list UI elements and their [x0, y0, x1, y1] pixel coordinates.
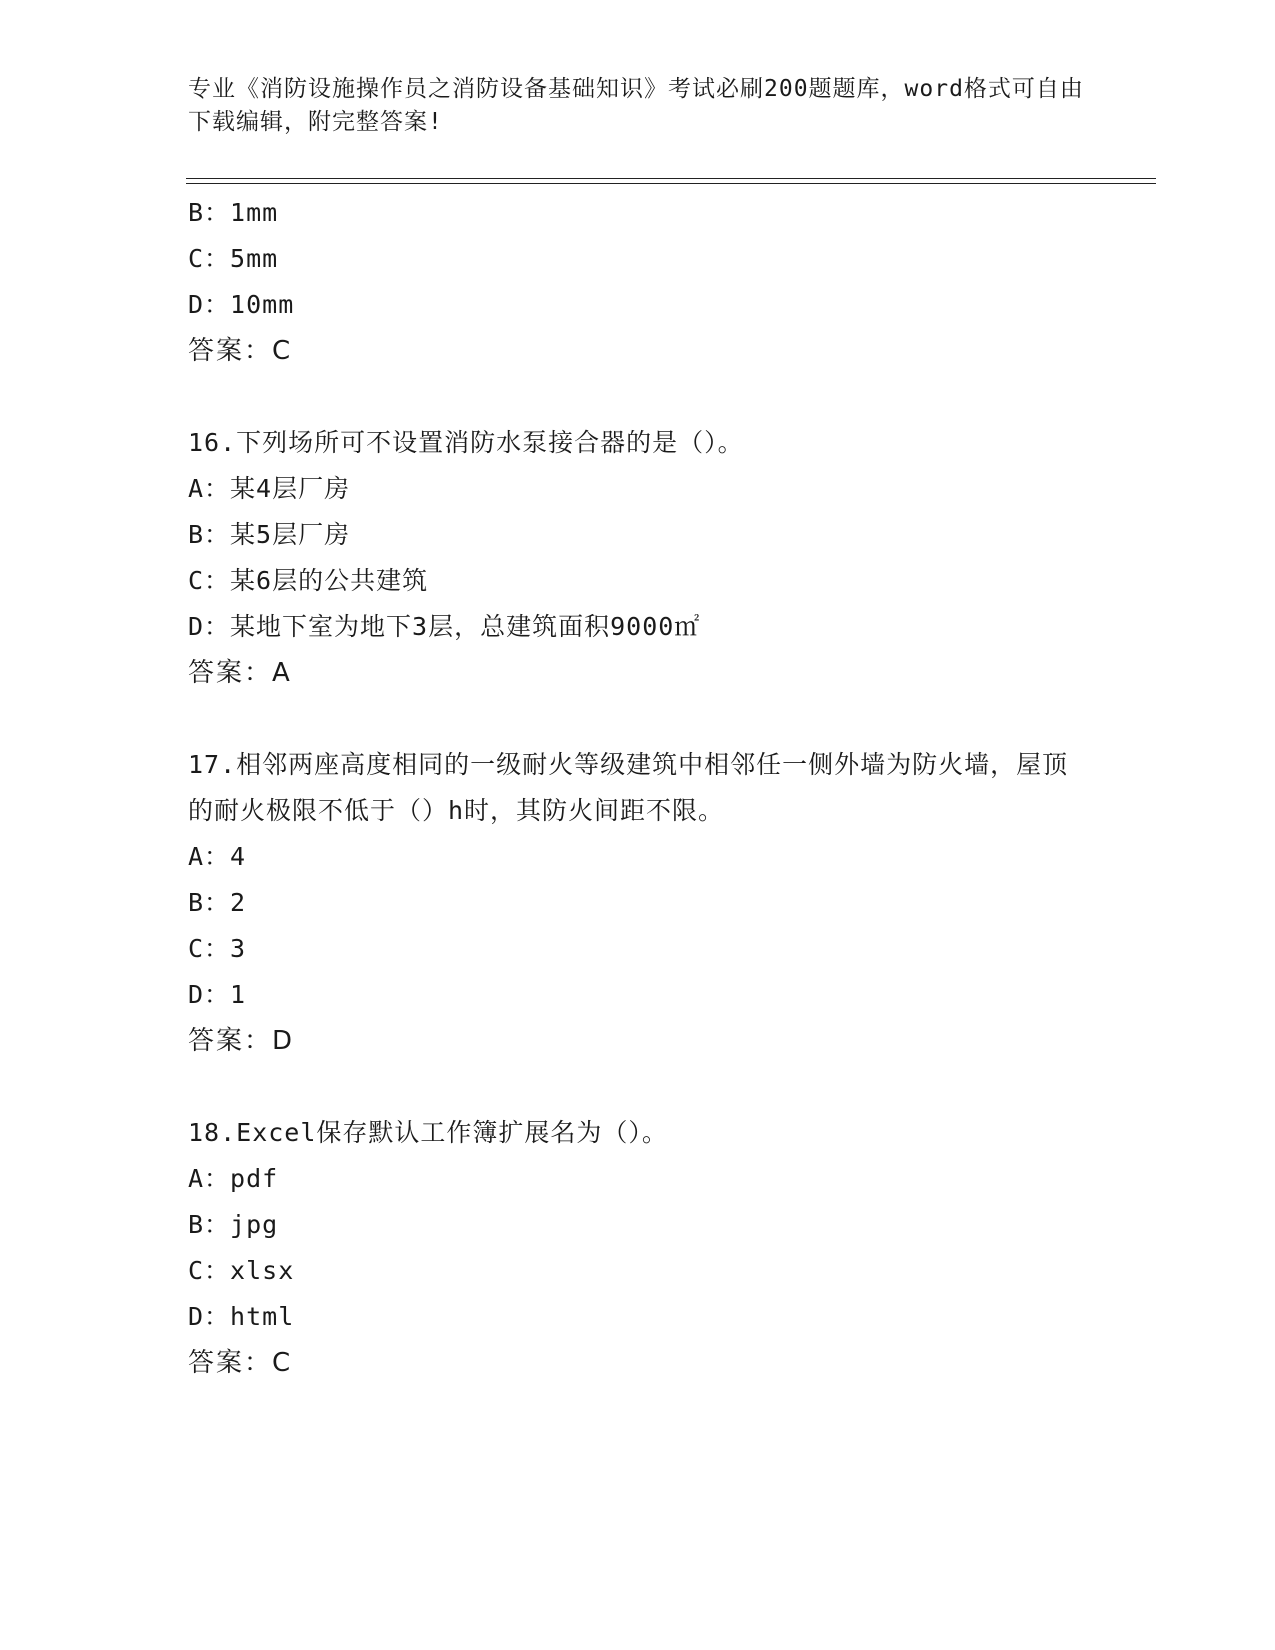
option-c: C：xlsx [188, 1256, 295, 1285]
header-divider-bottom [186, 183, 1156, 184]
spacer [188, 1064, 1088, 1110]
option-d: D：1 [188, 980, 247, 1009]
question-text: 16.下列场所可不设置消防水泵接合器的是（）。 [188, 428, 744, 457]
answer-line: 答案：A [188, 658, 292, 688]
option-c: C：3 [188, 934, 247, 963]
option-a: A：pdf [188, 1164, 279, 1193]
question-text: 18.Excel保存默认工作簿扩展名为（）。 [188, 1118, 668, 1147]
answer-line: 答案：C [188, 1348, 293, 1378]
question-text: 17.相邻两座高度相同的一级耐火等级建筑中相邻任一侧外墙为防火墙，屋顶的耐火极限不低于（）h时，其防火间距不限。 [188, 750, 1069, 825]
option-b: B：jpg [188, 1210, 279, 1239]
answer-line: 答案：D [188, 1026, 295, 1056]
option-a: A：某4层厂房 [188, 474, 351, 503]
option-d: D：某地下室为地下3层，总建筑面积9000㎡ [188, 612, 701, 641]
option-d: D：html [188, 1302, 295, 1331]
option-b: B：2 [188, 888, 247, 917]
spacer [188, 696, 1088, 742]
option-b: B：1mm [188, 198, 279, 227]
option-c: C：5mm [188, 244, 279, 273]
question-continuation [188, 190, 1088, 374]
answer-line: 答案：C [188, 336, 293, 366]
spacer [188, 374, 1088, 420]
question-17 [188, 742, 1088, 1064]
question-16 [188, 420, 1088, 696]
header-title: 专业《消防设施操作员之消防设备基础知识》考试必刷200题题库，word格式可自由下载编辑，附完整答案! [188, 76, 1084, 135]
option-d: D：10mm [188, 290, 295, 319]
header-divider-top [186, 178, 1156, 179]
option-a: A：4 [188, 842, 247, 871]
option-b: B：某5层厂房 [188, 520, 351, 549]
option-c: C：某6层的公共建筑 [188, 566, 429, 595]
question-18 [188, 1110, 1088, 1386]
question-list [188, 190, 1088, 1386]
document-header [188, 73, 1088, 139]
